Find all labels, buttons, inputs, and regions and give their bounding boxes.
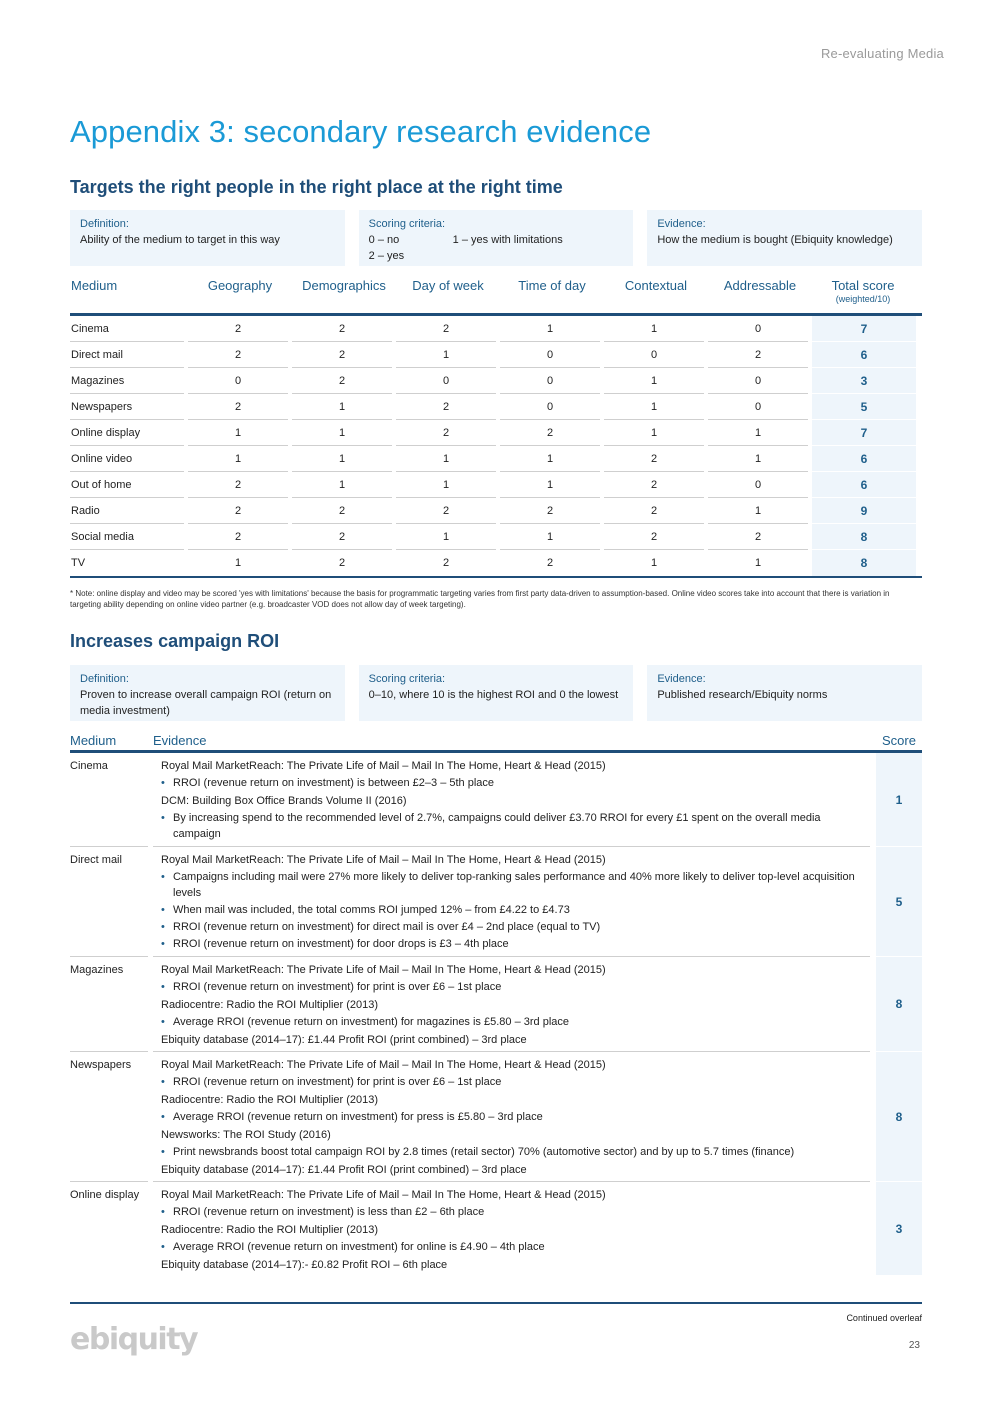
score-cell-dow: 2 [396,498,496,524]
score-cell-tod: 2 [500,498,600,524]
score-cell-addr: 1 [708,446,808,472]
evidence-source-title: Radiocentre: Radio the ROI Multiplier (2013) [161,1224,379,1236]
score-cell-tod: 1 [500,472,600,498]
evidence-box [647,210,922,266]
evidence-bullet [161,919,870,935]
score-cell-ctx: 0 [604,342,704,368]
total-score-subtitle: (weighted/10) [835,294,891,304]
evidence-bullet [161,810,870,842]
score-cell-geo: 2 [188,342,288,368]
score-cell-addr: 1 [708,420,808,446]
total-score-cell: 7 [812,316,916,342]
score-cell-addr: 2 [708,342,808,368]
criteria-2: 2 – yes [368,250,405,262]
table-row [70,524,922,550]
roi-definition-text: Proven to increase overall campaign ROI (return on media investment) [80,689,332,717]
scoring-criteria-box [359,210,634,266]
bullet-icon: • [161,1241,165,1253]
evidence-bullet-text: RROI (revenue return on investment) for print is over £6 – 1st place [173,1076,502,1088]
score-cell-demo: 2 [292,524,392,550]
roi-evidence-box [647,665,922,721]
evidence-bullet [161,869,870,901]
roi-row [70,957,922,1052]
evidence-bullet-text: RROI (revenue return on investment) is less than £2 – 6th place [173,1206,485,1218]
evidence-source-title: Royal Mail MarketReach: The Private Life of Mail – Mail In The Home, Heart & Head (2015) [161,1059,606,1071]
score-cell-tod: 1 [500,524,600,550]
roi-definition-box [70,665,345,721]
score-cell-geo: 1 [234,557,242,569]
score-cell-ctx: 2 [604,472,704,498]
criteria-0: 0 – no [368,234,400,246]
score-cell-geo: 2 [188,472,288,498]
score-cell-demo: 2 [338,557,346,569]
evidence-source [161,962,870,995]
roi-evidence-text: Published research/Ebiquity norms [657,689,828,701]
continued-overleaf: Continued overleaf [846,1313,922,1323]
roi-medium-cell: Magazines [70,957,148,1052]
evidence-bullet-text: Average RROI (revenue return on investment) for press is £5.80 – 3rd place [173,1111,543,1123]
roi-row [70,753,922,847]
evidence-bullet-text: Average RROI (revenue return on investment) for online is £4.90 – 4th place [173,1241,545,1253]
table-row [70,420,922,446]
definition-label: Definition: [80,218,129,230]
col-contextual: Contextual [624,278,688,293]
roi-medium-cell: Cinema [70,753,148,847]
bullet-icon: • [161,981,165,993]
definition-text: Ability of the medium to target in this way [80,234,280,246]
roi-table-bottom-rule [70,1302,922,1304]
evidence-source [161,793,870,842]
total-score-cell: 8 [812,524,916,550]
table-row [70,394,922,420]
evidence-source-title: Royal Mail MarketReach: The Private Life of Mail – Mail In The Home, Heart & Head (2015) [161,964,606,976]
evidence-bullet [161,902,870,918]
roi-medium-cell: Newspapers [70,1052,148,1182]
score-cell-geo: 2 [188,394,288,420]
criteria-1: 1 – yes with limitations [452,234,563,246]
table-row [70,316,922,342]
total-score-cell: 5 [812,394,916,420]
roi-medium-cell: Direct mail [70,847,148,957]
medium-cell: TV [71,557,86,569]
evidence-bullet [161,1074,870,1090]
evidence-source-title: Newsworks: The ROI Study (2016) [161,1129,331,1141]
score-cell-demo: 1 [292,472,392,498]
total-score-cell: 6 [812,472,916,498]
col-medium: Medium [71,278,118,293]
medium-cell: Social media [70,524,184,550]
table-row [70,472,922,498]
roi-row [70,1182,922,1276]
bullet-icon: • [161,1206,165,1218]
evidence-source [161,997,870,1030]
page-number: 23 [908,1340,920,1351]
score-cell-demo: 2 [292,342,392,368]
score-cell-addr: 1 [708,498,808,524]
col-addressable: Addressable [723,278,797,293]
evidence-bullet [161,979,870,995]
bullet-icon: • [161,871,165,883]
total-score-cell: 7 [812,420,916,446]
roi-evidence-cell [153,847,870,957]
definition-box [70,210,345,266]
evidence-source-title: Ebiquity database (2014–17):- £0.82 Profit ROI – 6th place [161,1259,448,1271]
roi-table-body [70,753,922,1276]
roi-row [70,1052,922,1182]
medium-cell: Cinema [70,316,184,342]
evidence-bullet-text: Average RROI (revenue return on investment) for magazines is £5.80 – 3rd place [173,1016,569,1028]
roi-score-cell: 1 [876,753,922,847]
roi-evidence-cell [153,1182,870,1276]
col-time-of-day: Time of day [518,278,586,293]
roi-evidence-cell [153,753,870,847]
evidence-source-title: DCM: Building Box Office Brands Volume II (2016) [161,795,407,807]
score-cell-geo: 2 [188,316,288,342]
bullet-icon: • [161,1076,165,1088]
evidence-source [161,1162,870,1178]
score-cell-dow: 1 [396,472,496,498]
roi-definition-label: Definition: [80,673,129,685]
evidence-source-title: Ebiquity database (2014–17): £1.44 Profit ROI (print combined) – 3rd place [161,1164,527,1176]
evidence-source [161,1257,870,1273]
evidence-bullet-text: When mail was included, the total comms ROI jumped 12% – from £4.22 to £4.73 [173,904,570,916]
bullet-icon: • [161,1146,165,1158]
score-cell-addr: 0 [708,368,808,394]
evidence-bullet-text: RROI (revenue return on investment) for door drops is £3 – 4th place [173,938,509,950]
table-bottom-rule [70,576,922,578]
score-cell-dow: 1 [396,342,496,368]
score-cell-ctx: 1 [604,316,704,342]
evidence-source-title: Royal Mail MarketReach: The Private Life of Mail – Mail In The Home, Heart & Head (2015) [161,854,606,866]
score-cell-dow: 2 [396,394,496,420]
table-row [70,550,922,576]
score-cell-dow: 2 [442,557,450,569]
total-score-cell: 6 [812,446,916,472]
col-total-score: Total score (weighted/10) [812,276,914,313]
roi-row [70,847,922,957]
evidence-label: Evidence: [657,218,706,230]
section1-title: Targets the right people in the right place at the right time [70,177,563,197]
evidence-bullet-text: By increasing spend to the recommended level of 2.7%, campaigns could deliver £3.70 RROI for every £1 spent on the overall media campaign [173,812,821,840]
targeting-table-header [70,276,922,316]
medium-cell: Radio [70,498,184,524]
medium-cell: Online video [70,446,184,472]
score-cell-tod: 0 [500,394,600,420]
evidence-source [161,1127,870,1160]
bullet-icon: • [161,1016,165,1028]
score-cell-ctx: 2 [604,524,704,550]
roi-evidence-cell [153,1052,870,1182]
score-cell-addr: 0 [708,472,808,498]
evidence-text: How the medium is bought (Ebiquity knowledge) [657,234,893,246]
roi-medium-cell: Online display [70,1189,140,1201]
page-title: Appendix 3: secondary research evidence [70,114,652,149]
total-score-cell: 8 [812,550,916,576]
bullet-icon: • [161,938,165,950]
roi-score-cell: 8 [876,1052,922,1182]
table-row [70,342,922,368]
roi-score-cell: 8 [876,957,922,1052]
roi-score-cell: 5 [876,847,922,957]
score-cell-tod: 1 [500,446,600,472]
roi-table [70,733,922,1276]
evidence-bullet [161,1239,870,1255]
score-cell-ctx: 1 [604,420,704,446]
evidence-source [161,1032,870,1048]
score-cell-dow: 0 [396,368,496,394]
score-cell-demo: 1 [292,394,392,420]
col-day-of-week: Day of week [412,278,484,293]
score-cell-tod: 0 [500,342,600,368]
score-cell-demo: 2 [292,368,392,394]
score-cell-geo: 1 [188,420,288,446]
score-cell-tod: 0 [500,368,600,394]
medium-cell: Direct mail [70,342,184,368]
bullet-icon: • [161,1111,165,1123]
roi-criteria-label: Scoring criteria: [368,673,446,685]
score-cell-geo: 2 [188,498,288,524]
roi-criteria-box [359,665,634,721]
evidence-bullet-text: Print newsbrands boost total campaign ROI by 2.8 times (retail sector) 70% (automotive sector) and by up to 5.7 times (finance) [173,1146,795,1158]
targeting-table [70,276,922,578]
total-score-cell: 3 [812,368,916,394]
score-cell-ctx: 2 [604,446,704,472]
evidence-bullet-text: RROI (revenue return on investment) for print is over £6 – 1st place [173,981,502,993]
score-cell-dow: 2 [396,316,496,342]
section2-title: Increases campaign ROI [70,631,280,651]
evidence-source [161,1187,870,1220]
evidence-bullet [161,1109,870,1125]
evidence-bullet [161,1204,870,1220]
evidence-source [161,1092,870,1125]
score-cell-addr: 0 [708,316,808,342]
score-cell-tod: 2 [500,420,600,446]
col-evidence: Evidence [153,733,207,748]
evidence-source-title: Royal Mail MarketReach: The Private Life of Mail – Mail In The Home, Heart & Head (2015) [161,1189,606,1201]
evidence-source-title: Radiocentre: Radio the ROI Multiplier (2013) [161,1094,379,1106]
targeting-note: * Note: online display and video may be scored 'yes with limitations' because the basis for programmatic targeting varies from first party data-driven to assumption-based. Online video scores take into account that there is variation in targeting ability depending on online video partner (e.g. broadcaster VOD does not allow day of week targeting). [70,589,890,609]
score-cell-addr: 1 [754,557,762,569]
evidence-source [161,758,870,791]
score-cell-ctx: 2 [604,498,704,524]
table-row [70,498,922,524]
evidence-bullet-text: RROI (revenue return on investment) for direct mail is over £4 – 2nd place (equal to TV) [173,921,601,933]
score-cell-geo: 2 [188,524,288,550]
score-cell-tod: 2 [546,557,554,569]
medium-cell: Out of home [70,472,184,498]
roi-table-header [70,733,922,753]
col-geography: Geography [207,278,273,293]
evidence-bullet [161,775,870,791]
document-title: Re-evaluating Media [820,46,944,61]
col-medium: Medium [70,733,117,748]
evidence-source [161,1222,870,1255]
evidence-source [161,1057,870,1090]
bullet-icon: • [161,812,165,824]
section2-info-row [70,665,922,721]
total-score-cell: 6 [812,342,916,368]
score-cell-addr: 0 [708,394,808,420]
col-score: Score [882,733,916,748]
total-score-cell: 9 [812,498,916,524]
bullet-icon: • [161,921,165,933]
table-row [70,368,922,394]
ebiquity-logo: ebiquity [70,1322,198,1357]
score-cell-dow: 1 [396,524,496,550]
table-row [70,446,922,472]
bullet-icon: • [161,777,165,789]
evidence-source-title: Royal Mail MarketReach: The Private Life of Mail – Mail In The Home, Heart & Head (2015) [161,760,606,772]
score-cell-addr: 2 [708,524,808,550]
score-cell-demo: 1 [292,420,392,446]
score-cell-dow: 2 [396,420,496,446]
criteria-label: Scoring criteria: [368,218,446,230]
score-cell-ctx: 1 [604,368,704,394]
evidence-bullet-text: Campaigns including mail were 27% more likely to deliver top-ranking sales performance and 40% more likely to deliver top-level acquisition levels [173,871,855,899]
targeting-table-body [70,316,922,576]
roi-evidence-label: Evidence: [657,673,706,685]
roi-criteria-text: 0–10, where 10 is the highest ROI and 0 the lowest [368,689,619,701]
evidence-source-title: Radiocentre: Radio the ROI Multiplier (2013) [161,999,379,1011]
score-cell-dow: 1 [396,446,496,472]
score-cell-ctx: 1 [604,394,704,420]
score-cell-demo: 1 [292,446,392,472]
bullet-icon: • [161,904,165,916]
roi-score-cell: 3 [876,1182,922,1276]
score-cell-geo: 1 [188,446,288,472]
evidence-source [161,852,870,952]
evidence-bullet [161,936,870,952]
col-demographics: Demographics [302,278,386,293]
medium-cell: Magazines [70,368,184,394]
evidence-bullet-text: RROI (revenue return on investment) is between £2–3 – 5th place [173,777,495,789]
score-cell-ctx: 1 [650,557,658,569]
score-cell-demo: 2 [292,498,392,524]
score-cell-tod: 1 [500,316,600,342]
medium-cell: Online display [70,420,184,446]
score-cell-demo: 2 [292,316,392,342]
roi-evidence-cell [153,957,870,1052]
evidence-bullet [161,1144,870,1160]
section1-info-row [70,210,922,266]
score-cell-geo: 0 [188,368,288,394]
evidence-bullet [161,1014,870,1030]
medium-cell: Newspapers [70,394,184,420]
evidence-source-title: Ebiquity database (2014–17): £1.44 Profit ROI (print combined) – 3rd place [161,1034,527,1046]
